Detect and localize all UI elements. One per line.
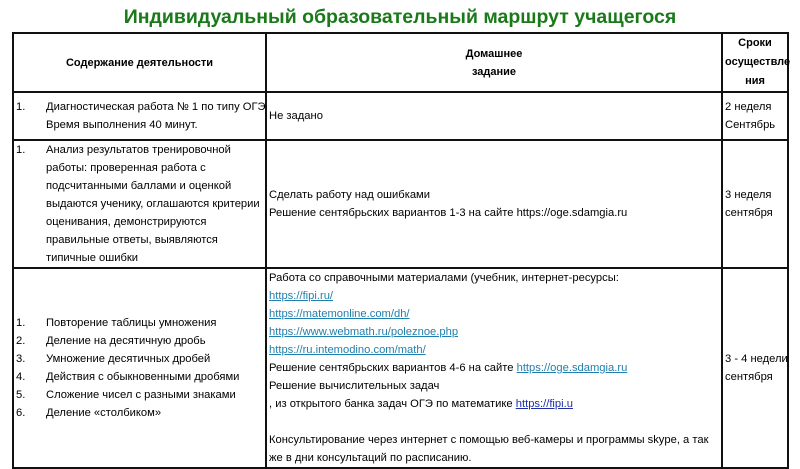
homework-line: Не задано: [269, 110, 323, 122]
list-text: Деление на десятичную дробь: [46, 335, 206, 347]
link-fipi[interactable]: https://fipi.ru/: [269, 290, 334, 302]
list-item: [16, 368, 263, 386]
list-number: 2.: [16, 335, 26, 347]
deadline-line: 3 - 4 недели: [725, 353, 788, 365]
link-fipi-bank[interactable]: https://fipi.u: [515, 398, 573, 410]
content-cell: [13, 92, 266, 140]
table-header-row: [13, 33, 788, 92]
header-homework-line2: задание: [471, 65, 517, 78]
page-title: Индивидуальный образовательный маршрут учащегося: [123, 6, 677, 28]
homework-line: Решение сентябрьских вариантов 1-3 на сайте https://oge.sdamgia.ru: [269, 207, 628, 219]
content-cell: [13, 140, 266, 268]
homework-calc-line1: Решение вычислительных задач: [269, 380, 440, 392]
content-line: Время выполнения 40 минут.: [46, 119, 198, 131]
list-number: 6.: [16, 407, 26, 419]
list-item: [16, 98, 266, 134]
list-item: [16, 386, 263, 404]
homework-consult-line2: же в дни консультаций по расписанию.: [269, 452, 472, 464]
route-table: [12, 32, 789, 469]
table-row: [13, 140, 788, 268]
header-deadline-line1: Сроки: [738, 37, 772, 49]
homework-variants-line: [269, 359, 719, 377]
deadline-cell: [722, 92, 788, 140]
content-line: оценивания, демонстрируются: [46, 216, 207, 228]
content-line: Диагностическая работа № 1 по типу ОГЭ: [46, 101, 266, 113]
content-cell: [13, 268, 266, 468]
deadline-line: сентября: [725, 371, 773, 383]
header-homework-line1: Домашнее: [465, 47, 523, 60]
homework-intro: Работа со справочными материалами (учебник, интернет-ресурсы:: [269, 272, 619, 284]
header-content: Содержание деятельности: [13, 33, 266, 92]
homework-cell: [266, 140, 722, 268]
content-line: выдаются ученику, оглашаются критерии: [46, 198, 260, 210]
header-deadline-line3: ния: [745, 75, 765, 87]
header-deadline: [722, 33, 791, 92]
deadline-cell: [722, 140, 788, 268]
deadline-line: сентября: [725, 207, 773, 219]
list-item: [16, 404, 263, 422]
header-deadline-line2: осуществле: [725, 56, 791, 68]
list-text: Повторение таблицы умножения: [46, 317, 217, 329]
deadline-line: Сентябрь: [725, 119, 776, 131]
list-number: 3.: [16, 353, 26, 365]
list-text: Деление «столбиком»: [46, 407, 162, 419]
list-item: [16, 141, 263, 267]
table-row: [13, 268, 788, 468]
deadline-cell: [722, 268, 788, 468]
list-item: [16, 332, 263, 350]
deadline-line: 2 неделя: [725, 101, 772, 113]
list-item: [16, 314, 263, 332]
homework-calc-line2: [269, 395, 719, 413]
homework-cell: [266, 268, 722, 468]
deadline-line: 3 неделя: [725, 189, 772, 201]
list-number: 4.: [16, 371, 26, 383]
homework-line: Сделать работу над ошибками: [269, 189, 430, 201]
homework-consult-line1: Консультирование через интернет с помощью веб-камеры и программы skype, а так: [269, 434, 709, 446]
content-line: Анализ результатов тренировочной: [46, 144, 231, 156]
header-homework: [266, 33, 722, 92]
content-line: правильные ответы, выявляются: [46, 234, 218, 246]
variants-text: Решение сентябрьских вариантов 4-6 на сайте: [269, 362, 517, 374]
list-number: 1.: [16, 317, 26, 329]
list-item: [16, 350, 263, 368]
list-number: 1.: [16, 101, 26, 113]
link-sdamgia[interactable]: https://oge.sdamgia.ru: [516, 362, 628, 374]
content-line: типичные ошибки: [46, 252, 139, 264]
list-text: Умножение десятичных дробей: [46, 353, 211, 365]
list-text: Сложение чисел с разными знаками: [46, 389, 236, 401]
link-matemonline[interactable]: https://matemonline.com/dh/: [269, 308, 410, 320]
content-line: работы: проверенная работа с: [46, 162, 206, 174]
list-text: Действия с обыкновенными дробями: [46, 371, 240, 383]
table-row: [13, 92, 788, 140]
content-line: подсчитанными баллами и оценкой: [46, 180, 232, 192]
list-number: 1.: [16, 144, 26, 156]
calc-text: , из открытого банка задач ОГЭ по математике: [269, 398, 516, 410]
link-webmath[interactable]: https://www.webmath.ru/poleznoe.php: [269, 326, 459, 338]
link-intemodino[interactable]: https://ru.intemodino.com/math/: [269, 344, 426, 356]
homework-cell: [266, 92, 722, 140]
spacer: [269, 413, 719, 431]
list-number: 5.: [16, 389, 26, 401]
